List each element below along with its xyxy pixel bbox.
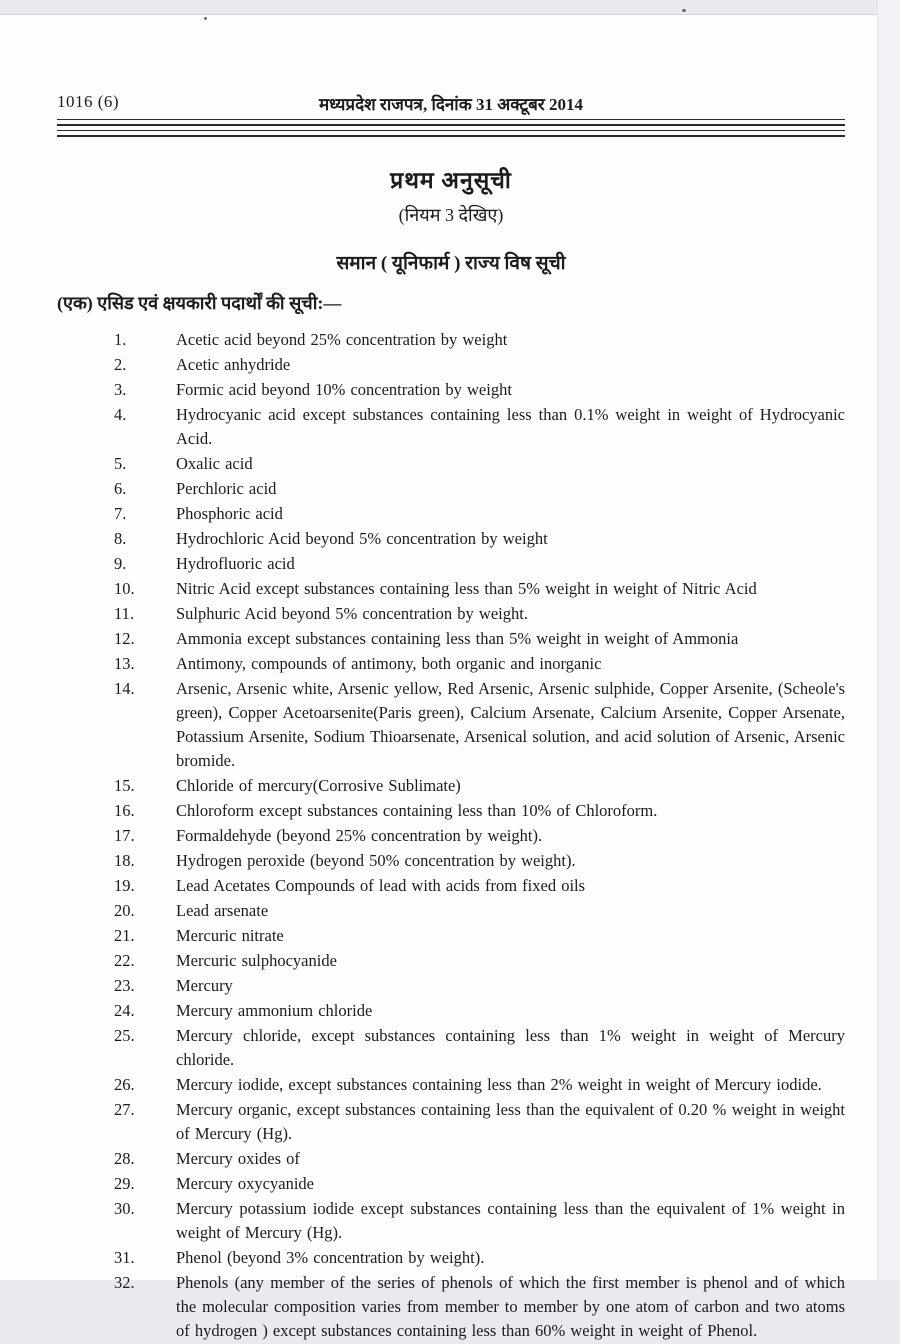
item-text: Formic acid beyond 10% concentration by weight bbox=[176, 380, 512, 399]
item-text: Mercury oxides of bbox=[176, 1149, 300, 1168]
item-number: 23. bbox=[114, 976, 135, 995]
list-item bbox=[114, 974, 845, 998]
item-number: 19. bbox=[114, 876, 135, 895]
item-number: 31. bbox=[114, 1248, 135, 1267]
item-text: Arsenic, Arsenic white, Arsenic yellow, Red Arsenic, Arsenic sulphide, Copper Arsenite, (Scheole's green), Copper Acetoarsenite(Paris green), Calcium Arsenate, Calcium Arsenite, Copper Arsenate, Potassium Arsenite, Sodium Thioarsenate, Arsenical solution, and acid solution of Arsenic, Arsenic bromide. bbox=[176, 679, 845, 770]
list-item bbox=[114, 1197, 845, 1245]
item-number: 22. bbox=[114, 951, 135, 970]
list-item bbox=[114, 677, 845, 773]
item-text: Oxalic acid bbox=[176, 454, 253, 473]
list-item bbox=[114, 824, 845, 848]
list-item bbox=[114, 378, 845, 402]
item-number: 13. bbox=[114, 654, 135, 673]
item-text: Mercuric nitrate bbox=[176, 926, 284, 945]
item-number: 21. bbox=[114, 926, 135, 945]
item-text: Mercury organic, except substances containing less than the equivalent of 0.20 % weight in weight of Mercury (Hg). bbox=[176, 1100, 845, 1143]
item-number: 8. bbox=[114, 529, 127, 548]
item-number: 14. bbox=[114, 679, 135, 698]
item-text: Antimony, compounds of antimony, both organic and inorganic bbox=[176, 654, 602, 673]
item-text: Formaldehyde (beyond 25% concentration by weight). bbox=[176, 826, 543, 845]
item-text: Lead Acetates Compounds of lead with acids from fixed oils bbox=[176, 876, 586, 895]
schedule-rule-note: (नियम 3 देखिए) bbox=[398, 205, 504, 225]
item-number: 20. bbox=[114, 901, 135, 920]
item-number: 29. bbox=[114, 1174, 135, 1193]
schedule-title: प्रथम अनुसूची bbox=[390, 168, 512, 193]
item-text: Ammonia except substances containing less than 5% weight in weight of Ammonia bbox=[176, 629, 739, 648]
item-text: Hydrocyanic acid except substances containing less than 0.1% weight in weight of Hydrocyanic Acid. bbox=[176, 405, 845, 448]
header-double-rule-2 bbox=[57, 130, 845, 137]
item-text: Nitric Acid except substances containing less than 5% weight in weight of Nitric Acid bbox=[176, 579, 757, 598]
item-text: Mercury iodide, except substances containing less than 2% weight in weight of Mercury iodide. bbox=[176, 1075, 822, 1094]
item-text: Mercury bbox=[176, 976, 233, 995]
list-item bbox=[114, 1073, 845, 1097]
list-item bbox=[114, 403, 845, 451]
item-text: Chloride of mercury(Corrosive Sublimate) bbox=[176, 776, 461, 795]
list-item bbox=[114, 602, 845, 626]
scan-speck bbox=[682, 9, 686, 12]
list-item bbox=[114, 452, 845, 476]
item-number: 17. bbox=[114, 826, 135, 845]
list-item bbox=[114, 924, 845, 948]
list-item bbox=[114, 552, 845, 576]
item-text: Mercury oxycyanide bbox=[176, 1174, 314, 1193]
item-number: 12. bbox=[114, 629, 135, 648]
list-item bbox=[114, 328, 845, 352]
list-item bbox=[114, 477, 845, 501]
list-item bbox=[114, 1246, 845, 1270]
item-text: Perchloric acid bbox=[176, 479, 277, 498]
item-number: 2. bbox=[114, 355, 127, 374]
item-number: 28. bbox=[114, 1149, 135, 1168]
item-text: Hydrochloric Acid beyond 5% concentration by weight bbox=[176, 529, 548, 548]
list-item bbox=[114, 949, 845, 973]
list-item bbox=[114, 1024, 845, 1072]
list-item bbox=[114, 999, 845, 1023]
item-number: 6. bbox=[114, 479, 127, 498]
scan-edge-right bbox=[877, 0, 900, 1280]
item-text: Lead arsenate bbox=[176, 901, 269, 920]
item-text: Mercuric sulphocyanide bbox=[176, 951, 337, 970]
item-number: 27. bbox=[114, 1100, 135, 1119]
page-number: 1016 (6) bbox=[57, 92, 120, 111]
item-number: 18. bbox=[114, 851, 135, 870]
list-item bbox=[114, 1271, 845, 1343]
list-item bbox=[114, 627, 845, 651]
item-number: 15. bbox=[114, 776, 135, 795]
item-text: Mercury potassium iodide except substances containing less than the equivalent of 1% weight in weight of Mercury (Hg). bbox=[176, 1199, 845, 1242]
list-item bbox=[114, 1098, 845, 1146]
page-content bbox=[0, 14, 878, 1344]
header-double-rule-1 bbox=[57, 119, 845, 126]
item-text: Sulphuric Acid beyond 5% concentration by weight. bbox=[176, 604, 528, 623]
scan-edge-top bbox=[0, 0, 900, 15]
gazette-title-line: मध्यप्रदेश राजपत्र, दिनांक 31 अक्टूबर 2014 bbox=[319, 95, 583, 114]
item-number: 4. bbox=[114, 405, 127, 424]
item-number: 7. bbox=[114, 504, 127, 523]
list-item bbox=[114, 577, 845, 601]
list-item bbox=[114, 874, 845, 898]
item-number: 16. bbox=[114, 801, 135, 820]
list-item bbox=[114, 1172, 845, 1196]
item-text: Mercury ammonium chloride bbox=[176, 1001, 373, 1020]
item-text: Hydrofluoric acid bbox=[176, 554, 295, 573]
list-item bbox=[114, 652, 845, 676]
item-text: Acetic anhydride bbox=[176, 355, 291, 374]
list-item bbox=[114, 849, 845, 873]
item-number: 26. bbox=[114, 1075, 135, 1094]
item-text: Phenols (any member of the series of phenols of which the first member is phenol and of which the molecular composition varies from member to member by one atom of carbon and two atoms of hydrogen ) except substances containing less than 60% weight in weight of Phenol. bbox=[176, 1273, 845, 1340]
item-number: 5. bbox=[114, 454, 127, 473]
item-text: Acetic acid beyond 25% concentration by weight bbox=[176, 330, 508, 349]
item-text: Mercury chloride, except substances containing less than 1% weight in weight of Mercury chloride. bbox=[176, 1026, 845, 1069]
item-text: Chloroform except substances containing less than 10% of Chloroform. bbox=[176, 801, 658, 820]
gazette-header bbox=[57, 92, 845, 116]
item-number: 24. bbox=[114, 1001, 135, 1020]
item-number: 11. bbox=[114, 604, 135, 623]
item-number: 32. bbox=[114, 1273, 135, 1292]
uniform-list-title: समान ( यूनिफार्म ) राज्य विष सूची bbox=[336, 253, 566, 274]
list-item bbox=[114, 799, 845, 823]
list-item bbox=[114, 502, 845, 526]
item-number: 10. bbox=[114, 579, 135, 598]
list-item bbox=[114, 1147, 845, 1171]
item-number: 3. bbox=[114, 380, 127, 399]
item-number: 1. bbox=[114, 330, 127, 349]
item-text: Hydrogen peroxide (beyond 50% concentration by weight). bbox=[176, 851, 576, 870]
list-item bbox=[114, 353, 845, 377]
item-number: 9. bbox=[114, 554, 127, 573]
item-number: 30. bbox=[114, 1199, 135, 1218]
list-item bbox=[114, 527, 845, 551]
item-number: 25. bbox=[114, 1026, 135, 1045]
item-text: Phenol (beyond 3% concentration by weight). bbox=[176, 1248, 485, 1267]
list-item bbox=[114, 899, 845, 923]
item-text: Phosphoric acid bbox=[176, 504, 283, 523]
poison-list bbox=[57, 328, 845, 1343]
list-item bbox=[114, 774, 845, 798]
section-heading: (एक) एसिड एवं क्षयकारी पदार्थों की सूची:— bbox=[57, 293, 342, 313]
